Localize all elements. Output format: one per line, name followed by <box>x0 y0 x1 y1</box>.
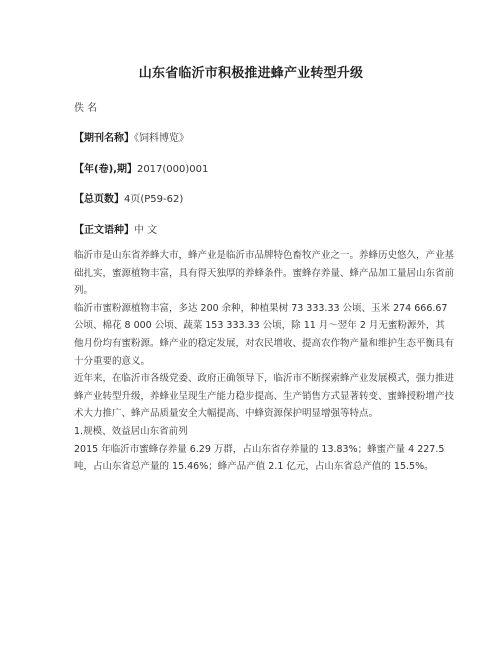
meta-volume-label: 【年(卷),期】 <box>74 164 137 175</box>
meta-journal-value: 《饲料博览》 <box>134 133 189 144</box>
meta-language <box>74 221 157 236</box>
document-title: 山东省临沂市积极推进蜂产业转型升级 <box>138 66 364 81</box>
meta-journal <box>74 129 189 144</box>
author-line: 佚 名 <box>74 103 98 114</box>
section-heading: 1.规模、效益居山东省前列 <box>74 425 188 437</box>
meta-journal-label: 【期刊名称】 <box>74 133 134 144</box>
paragraph-recent-years: 近年来，在临沂市各级党委、政府正确领导下，临沂市不断探索蜂产业发展模式，强力推进蜂产业转型升级，养蜂业呈现生产能力稳步提高、生产销售方式显著转变、蜜蜂授粉增产技术大力推广、蜂产品质量安全大幅提高、中蜂资源保护明显增强等特点。 <box>74 373 455 420</box>
article-body <box>74 247 454 476</box>
meta-language-label: 【正文语种】 <box>74 225 134 236</box>
meta-pages-label: 【总页数】 <box>74 194 124 205</box>
paragraph-resources: 临沂市蜜粉源植物丰富，多达 200 余种，种植果树 73 333.33 公顷、玉米 274 666.67 公顷、棉花 8 000 公顷、蔬菜 153 333.33 公顷，除 11 月～翌年 2 月无蜜粉源外，其他月份均有蜜粉源。蜂产业的稳定发展，对农民增收、提高农作物产量和维护生态平衡具有十分重要的意义。 <box>74 302 455 367</box>
meta-pages-value: 4页(P59-62) <box>124 194 184 205</box>
meta-language-value: 中 文 <box>134 225 158 236</box>
meta-volume-value: 2017(000)001 <box>136 164 209 175</box>
meta-pages <box>74 190 183 205</box>
paragraph-statistics: 2015 年临沂市蜜蜂存养量 6.29 万群，占山东省存养量的 13.83%；蜂蜜产量 4 227.5 吨，占山东省总产量的 15.46%；蜂产品产值 2.1 亿元，占山东省总产值的 15.5%。 <box>74 443 445 473</box>
meta-volume <box>74 160 208 175</box>
paragraph-intro: 临沂市是山东省养蜂大市，蜂产业是临沂市品牌特色畜牧产业之一。养蜂历史悠久，产业基础扎实，蜜源植物丰富，具有得天独厚的养蜂条件。蜜蜂存养量、蜂产品加工量居山东省前列。 <box>74 250 455 297</box>
